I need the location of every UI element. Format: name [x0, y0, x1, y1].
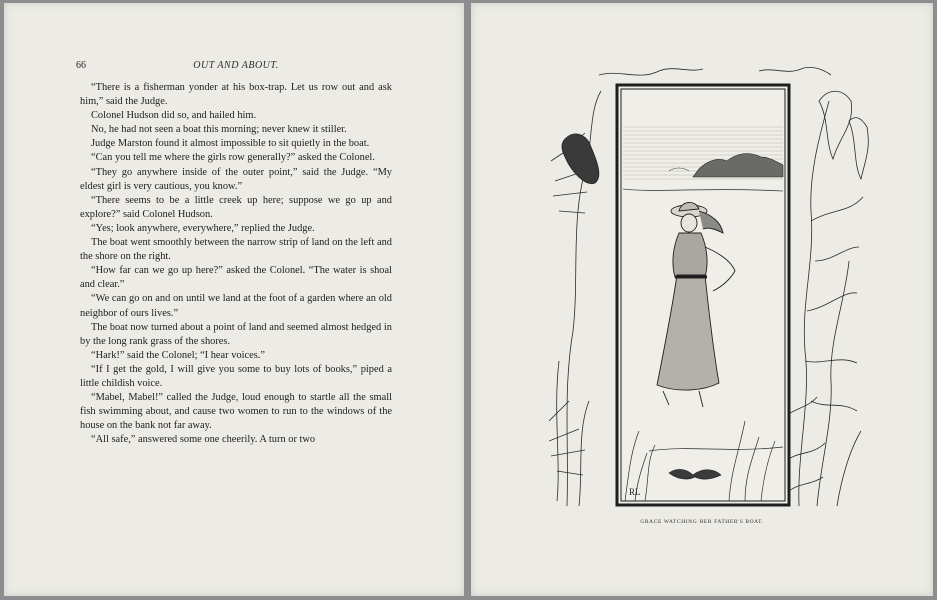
illustration-caption: GRACE WATCHING HER FATHER'S BOAT. [640, 519, 764, 525]
running-title: OUT AND ABOUT. [193, 60, 279, 71]
paragraph: The boat now turned about a point of land and seemed almost hedged in by the long rank grass of the shores. [80, 321, 392, 347]
paragraph: “Hark!” said the Colonel; “I hear voices.” [91, 349, 265, 361]
paragraph: “They go anywhere inside of the outer point,” said the Judge. “My eldest girl is very cautious, you know.” [80, 166, 392, 192]
paragraph: “Can you tell me where the girls row generally?” asked the Colonel. [91, 152, 375, 164]
right-page [471, 3, 933, 596]
illustration-monogram: RL [629, 487, 641, 497]
body-text [80, 81, 392, 447]
bird-left [562, 134, 599, 184]
paragraph: Judge Marston found it almost impossible to sit quietly in the boat. [91, 138, 370, 150]
paragraph: “We can go on and on until we land at the foot of a garden where an old neighbor of ours lives.” [80, 293, 392, 319]
paragraph: “If I get the gold, I will give you some to buy lots of books,” piped a little childish voice. [80, 363, 392, 389]
page-number: 66 [76, 60, 86, 71]
paragraph: Colonel Hudson did so, and hailed him. [91, 110, 257, 122]
paragraph: “Mabel, Mabel!” called the Judge, loud enough to startle all the small fish swimming about, and cause two women to run to the windows of the house on the bank not far away. [80, 392, 392, 432]
paragraph: “There seems to be a little creek up here; suppose we go up and explore?” said Colonel Hudson. [80, 194, 392, 220]
paragraph: The boat went smoothly between the narrow strip of land on the left and the shore on the right. [80, 237, 392, 263]
paragraph: “How far can we go up here?” asked the Colonel. “The water is shoal and clear.” [80, 265, 392, 291]
paragraph: “There is a fisherman yonder at his box-trap. Let us row out and ask him,” said the Judge. [80, 82, 392, 108]
paragraph: No, he had not seen a boat this morning; never knew it stiller. [91, 124, 347, 136]
illustration [549, 61, 869, 511]
left-page [4, 3, 464, 596]
paragraph: “Yes; look anywhere, everywhere,” replied the Judge. [91, 222, 315, 234]
paragraph: “All safe,” answered some one cheerily. A turn or two [91, 434, 316, 446]
